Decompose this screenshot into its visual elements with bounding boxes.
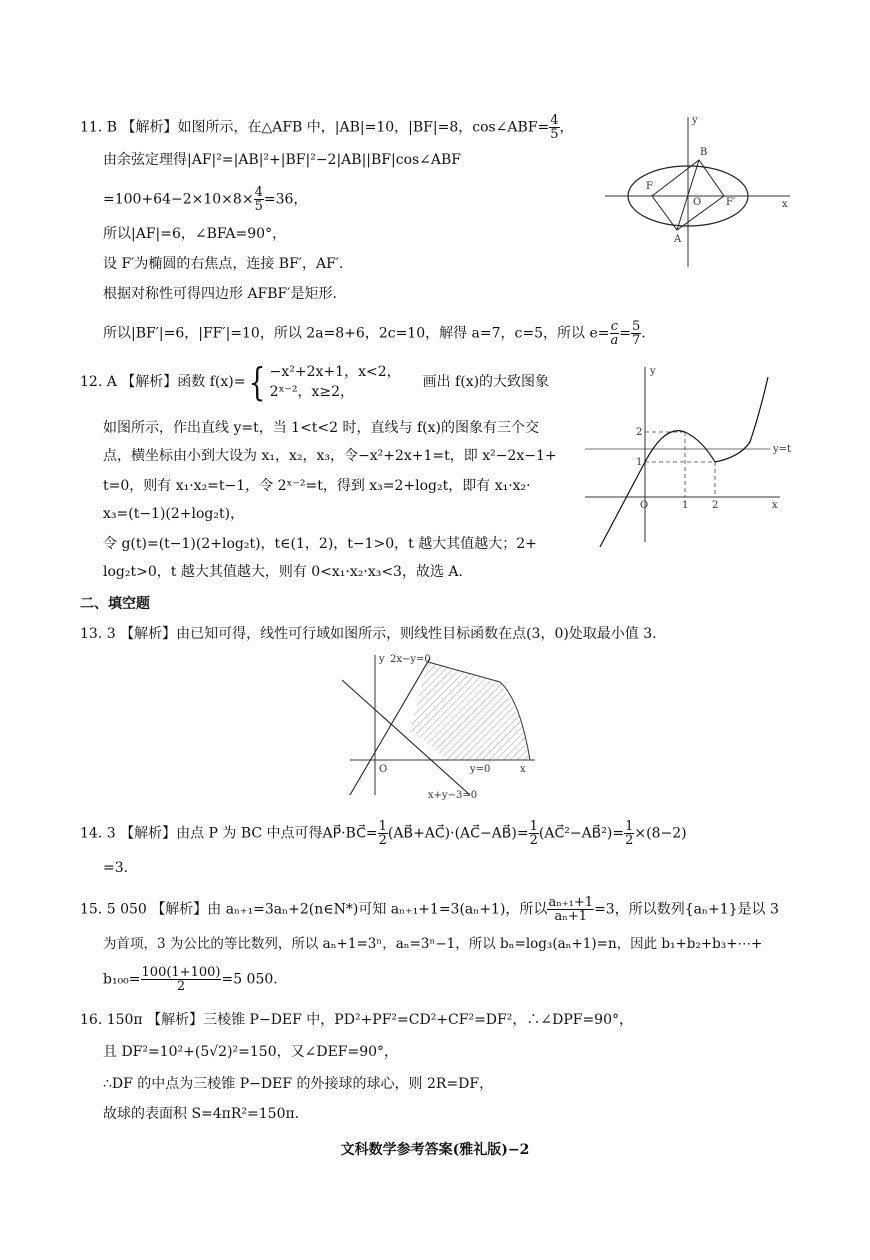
q12-line7: log₂t>0，t 越大其值越大，则有 0<x₁·x₂·x₃<3，故选 A. <box>103 564 463 580</box>
q11-fig-B: B <box>700 147 708 158</box>
q13-fig-O: O <box>379 764 388 775</box>
q13-fig-y0-label: y=0 <box>470 764 491 775</box>
q15-line2: 为首项，3 为公比的等比数列，所以 aₙ+1=3ⁿ，aₙ=3ⁿ−1，所以 bₙ=log₃(aₙ+1)=n，因此 b₁+b₂+b₃+⋯+ <box>103 936 763 952</box>
q11-frac-4-5b: $\frac{4}{5}$ <box>254 185 263 214</box>
q11-fig-O: O <box>693 197 702 208</box>
q12-line3: 点，横坐标由小到大设为 x₁，x₂，x₃，令−x²+2x+1=t，即 x²−2x−1+ <box>103 448 557 464</box>
q12-fig-tick-2x: 2 <box>712 500 719 511</box>
q11-fig-A: A <box>674 234 682 245</box>
q12-fig-x-label: x <box>772 500 778 511</box>
q11-line2: 由余弦定理得|AF|²=|AB|²+|BF|²−2|AB||BF|cos∠ABF <box>103 152 462 168</box>
q11-fig-x-label: x <box>782 199 788 210</box>
q11-frac-4-5: $\frac{4}{5}$ <box>550 113 559 142</box>
q12-fig-tick-1y: 1 <box>636 457 643 468</box>
q11-fig-F: F <box>646 181 653 192</box>
q14-line1: 14. 3 【解析】由点 P 为 BC 中点可得AP⃗·BC⃗= $\frac{1}{2}$ (AB⃗+AC⃗)·(AC⃗−AB⃗)= $\frac{1}{2}$ (AC⃗²−AB⃗²)= $\frac{1}{2}$ ×(8−2) <box>80 819 687 848</box>
q13-line1: 13. 3 【解析】由已知可得，线性可行域如图所示，则线性目标函数在点(3，0)处取最小值 3. <box>80 626 657 642</box>
q12-cases: −x²+2x+1，x<2， 2ˣ⁻²，x≥2， <box>269 364 401 400</box>
q11-line6: 根据对称性可得四边形 AFBF′是矩形. <box>103 286 337 302</box>
q11-ellipse-figure <box>600 105 800 275</box>
section-fill-blank-heading: 二、填空题 <box>80 596 150 612</box>
page-footer: 文科数学参考答案(雅礼版)−2 <box>340 1142 530 1158</box>
q11-line5: 设 F′为椭圆的右焦点，连接 BF′，AF′. <box>103 256 344 272</box>
q11-frac-5-7: $\frac{5}{7}$ <box>632 319 641 348</box>
q12-fig-O: O <box>640 500 649 511</box>
q11-line7: 所以|BF′|=6，|FF′|=10，所以 2a=8+6，2c=10，解得 a=7，c=5，所以 e= $\frac{c}{a}$ = $\frac{5}{7}$ . <box>103 319 646 348</box>
q12-fig-tick-2y: 2 <box>636 427 643 438</box>
q12-function-figure <box>580 362 790 552</box>
q15-line1: 15. 5 050 【解析】由 aₙ₊₁=3aₙ+2(n∈N*)可知 aₙ₊₁+1=3(aₙ+1)，所以 $\frac{\text{aₙ₊₁+1}}{\text{aₙ+1}}$ =3，所以数列{aₙ+1}是以 3 <box>80 895 779 924</box>
q12-fig-y-label: y <box>650 366 656 377</box>
q13-fig-line2-label: x+y−3=0 <box>428 790 478 801</box>
q11-line1: 11. B 【解析】如图所示，在△AFB 中，|AB|=10，|BF|=8，cos∠ABF= $\frac{4}{5}$ ， <box>80 113 574 142</box>
q13-fig-x-label: x <box>520 764 526 775</box>
q16-line4: 故球的表面积 S=4πR²=150π. <box>103 1106 300 1122</box>
q11-fig-Fprime: F′ <box>726 197 736 208</box>
q16-line2: 且 DF²=10²+(5√2)²=150，又∠DEF=90°， <box>103 1044 399 1060</box>
q13-region-figure <box>330 650 550 800</box>
q16-line1: 16. 150π 【解析】三棱锥 P−DEF 中，PD²+PF²=CD²+CF²=DF²，∴∠DPF=90°， <box>80 1012 633 1028</box>
q14-line2: =3. <box>103 860 129 876</box>
q12-line5: x₃=(t−1)(2+log₂t)， <box>103 506 245 522</box>
q12-line6: 令 g(t)=(t−1)(2+log₂t)，t∈(1，2)，t−1>0，t 越大其值越大；2+ <box>103 536 537 552</box>
q11-line3: =100+64−2×10×8× $\frac{4}{5}$ =36， <box>103 185 308 214</box>
q11-line4: 所以|AF|=6，∠BFA=90°， <box>103 226 287 242</box>
q16-line3: ∴DF 的中点为三棱锥 P−DEF 的外接球的球心，则 2R=DF， <box>103 1076 494 1092</box>
q12-fig-tick-1x: 1 <box>682 500 689 511</box>
q11-fig-y-label: y <box>692 115 698 126</box>
q13-fig-line1-label: 2x−y=0 <box>390 654 431 665</box>
q12-line4: t=0，则有 x₁·x₂=t−1，令 2ˣ⁻²=t，得到 x₃=2+log₂t，即有 x₁·x₂· <box>103 478 531 494</box>
q15-line3: b₁₀₀= $\frac{100(1+100)}{2}$ =5 050. <box>103 965 278 994</box>
q13-fig-y-label: y <box>379 654 385 665</box>
q11-frac-c-a: $\frac{c}{a}$ <box>610 319 619 348</box>
q12-line2: 如图所示，作出直线 y=t，当 1<t<2 时，直线与 f(x)的图象有三个交 <box>103 420 539 436</box>
q12-line1: 12. A 【解析】函数 f(x)={ −x²+2x+1，x<2， 2ˣ⁻²，x≥2， 画出 f(x)的大致图象 <box>80 360 550 404</box>
q12-fig-yt-label: y=t <box>773 444 792 455</box>
